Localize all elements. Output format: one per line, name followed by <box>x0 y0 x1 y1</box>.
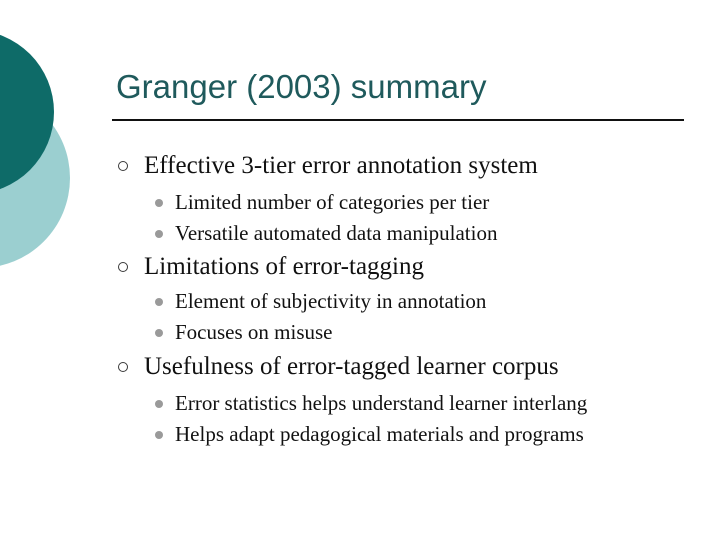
dot-bullet-icon <box>155 199 163 207</box>
bullet-text: Usefulness of error-tagged learner corpus <box>144 353 559 380</box>
bullet-text: Error statistics helps understand learner interlang <box>175 391 588 415</box>
bullet-text: Limitations of error-tagging <box>144 253 424 280</box>
slide-title: Granger (2003) summary <box>116 68 487 105</box>
bullet-text: Versatile automated data manipulation <box>175 221 498 245</box>
ring-bullet-icon <box>118 161 128 171</box>
bullet-text: Helps adapt pedagogical materials and programs <box>175 422 584 446</box>
dot-bullet-icon <box>155 400 163 408</box>
dot-bullet-icon <box>155 431 163 439</box>
dot-bullet-icon <box>155 329 163 337</box>
bullet-text: Effective 3-tier error annotation system <box>144 152 538 179</box>
ring-bullet-icon <box>118 362 128 372</box>
bullet-text: Focuses on misuse <box>175 320 333 344</box>
dot-bullet-icon <box>155 230 163 238</box>
bullet-text: Element of subjectivity in annotation <box>175 289 487 313</box>
ring-bullet-icon <box>118 262 128 272</box>
bullet-text: Limited number of categories per tier <box>175 190 490 214</box>
dot-bullet-icon <box>155 298 163 306</box>
